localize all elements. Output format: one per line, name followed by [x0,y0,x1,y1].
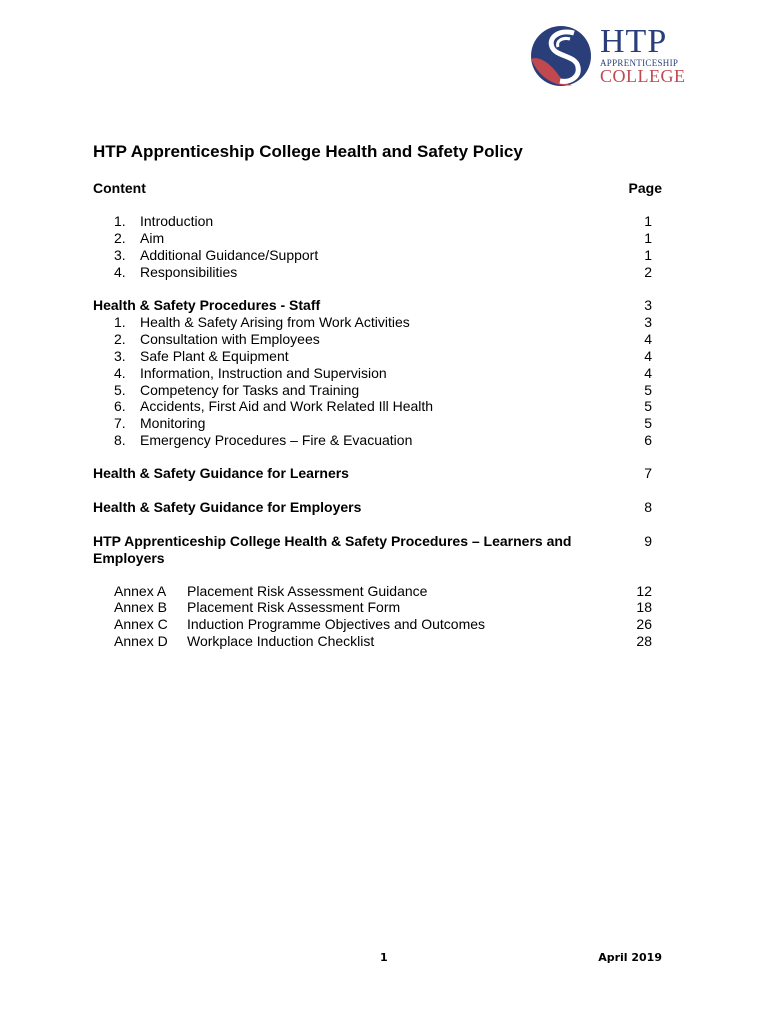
toc-item-title: Consultation with Employees [140,331,320,347]
toc-item-title: Introduction [140,213,214,229]
toc-item-number: 7. [114,415,126,431]
toc-item-number: 4. [114,365,126,381]
toc-item-responsibilities [0,264,770,281]
toc-item-page: 5 [644,382,652,398]
toc-section-title: Health & Safety Guidance for Learners [93,465,349,481]
toc-annex-a [0,583,770,600]
toc-section-staff [0,297,770,314]
toc-annex-b [0,599,770,616]
toc-section-page: 7 [644,465,652,481]
annex-title: Placement Risk Assessment Guidance [187,583,428,599]
footer-page-number: 1 [380,951,388,964]
toc-item-page: 5 [644,415,652,431]
toc-item-page: 1 [644,247,652,263]
toc-item-page: 3 [644,314,652,330]
toc-item-page: 4 [644,365,652,381]
toc-item-work-activities [0,314,770,331]
toc-section-title: HTP Apprenticeship College Health & Safety Procedures – Learners and Employers [93,533,572,566]
toc-item-page: 1 [644,230,652,246]
toc-item-page: 4 [644,348,652,364]
annex-title: Workplace Induction Checklist [187,633,375,649]
toc-item-page: 6 [644,432,652,448]
toc-item-title: Additional Guidance/Support [140,247,319,263]
annex-page: 28 [636,633,652,649]
toc-item-number: 1. [114,213,126,229]
document-title: HTP Apprenticeship College Health and Safety Policy [93,142,523,161]
toc-item-page: 1 [644,213,652,229]
annex-label: Annex D [114,633,168,649]
annex-page: 26 [636,616,652,632]
toc-annex-d [0,633,770,650]
toc-item-competency [0,382,770,399]
annex-page: 18 [636,599,652,615]
toc-item-safe-plant [0,348,770,365]
toc-section-page: 8 [644,499,652,515]
footer-date: April 2019 [598,951,662,964]
annex-label: Annex A [114,583,167,599]
toc-item-title: Health & Safety Arising from Work Activities [140,314,410,330]
toc-annex-c [0,616,770,633]
toc-item-title: Competency for Tasks and Training [140,382,360,398]
toc-item-page: 2 [644,264,652,280]
toc-item-title: Aim [140,230,165,246]
annex-title: Induction Programme Objectives and Outcomes [187,616,486,632]
toc-item-title: Emergency Procedures – Fire & Evacuation [140,432,413,448]
toc-item-accidents [0,398,770,415]
htp-swirl-logo-icon [530,25,592,87]
toc-item-title: Safe Plant & Equipment [140,348,289,364]
toc-item-additional-guidance [0,247,770,264]
toc-item-number: 2. [114,230,126,246]
toc-item-number: 4. [114,264,126,280]
toc-item-aim [0,230,770,247]
toc-section-title: Health & Safety Guidance for Employers [93,499,362,515]
toc-item-number: 3. [114,348,126,364]
toc-item-emergency [0,432,770,449]
toc-item-number: 5. [114,382,126,398]
toc-item-title: Monitoring [140,415,206,431]
toc-item-number: 1. [114,314,126,330]
page-header: Page [628,180,662,196]
annex-label: Annex C [114,616,168,632]
toc-item-number: 2. [114,331,126,347]
toc-item-page: 4 [644,331,652,347]
logo-title: HTP [600,23,668,60]
toc-section-page: 9 [644,533,652,549]
toc-item-number: 8. [114,432,126,448]
toc-item-page: 5 [644,398,652,414]
toc-item-information [0,365,770,382]
content-header: Content [93,180,146,196]
annex-page: 12 [636,583,652,599]
annex-title: Placement Risk Assessment Form [187,599,401,615]
toc-item-title: Information, Instruction and Supervision [140,365,387,381]
toc-item-title: Accidents, First Aid and Work Related Ill Health [140,398,434,414]
toc-section-learners [0,465,770,482]
toc-item-consultation [0,331,770,348]
toc-section-employers [0,499,770,516]
annex-label: Annex B [114,599,167,615]
toc-section-page: 3 [644,297,652,313]
toc-item-introduction [0,213,770,230]
toc-section-title: Health & Safety Procedures - Staff [93,297,321,313]
toc-section-procedures [0,533,770,567]
logo-college: COLLEGE [600,66,686,86]
toc-item-monitoring [0,415,770,432]
htp-college-logo [530,23,686,87]
logo-subtitle: APPRENTICESHIP [600,58,679,68]
toc-item-number: 3. [114,247,126,263]
toc-item-number: 6. [114,398,126,414]
toc-item-title: Responsibilities [140,264,238,280]
